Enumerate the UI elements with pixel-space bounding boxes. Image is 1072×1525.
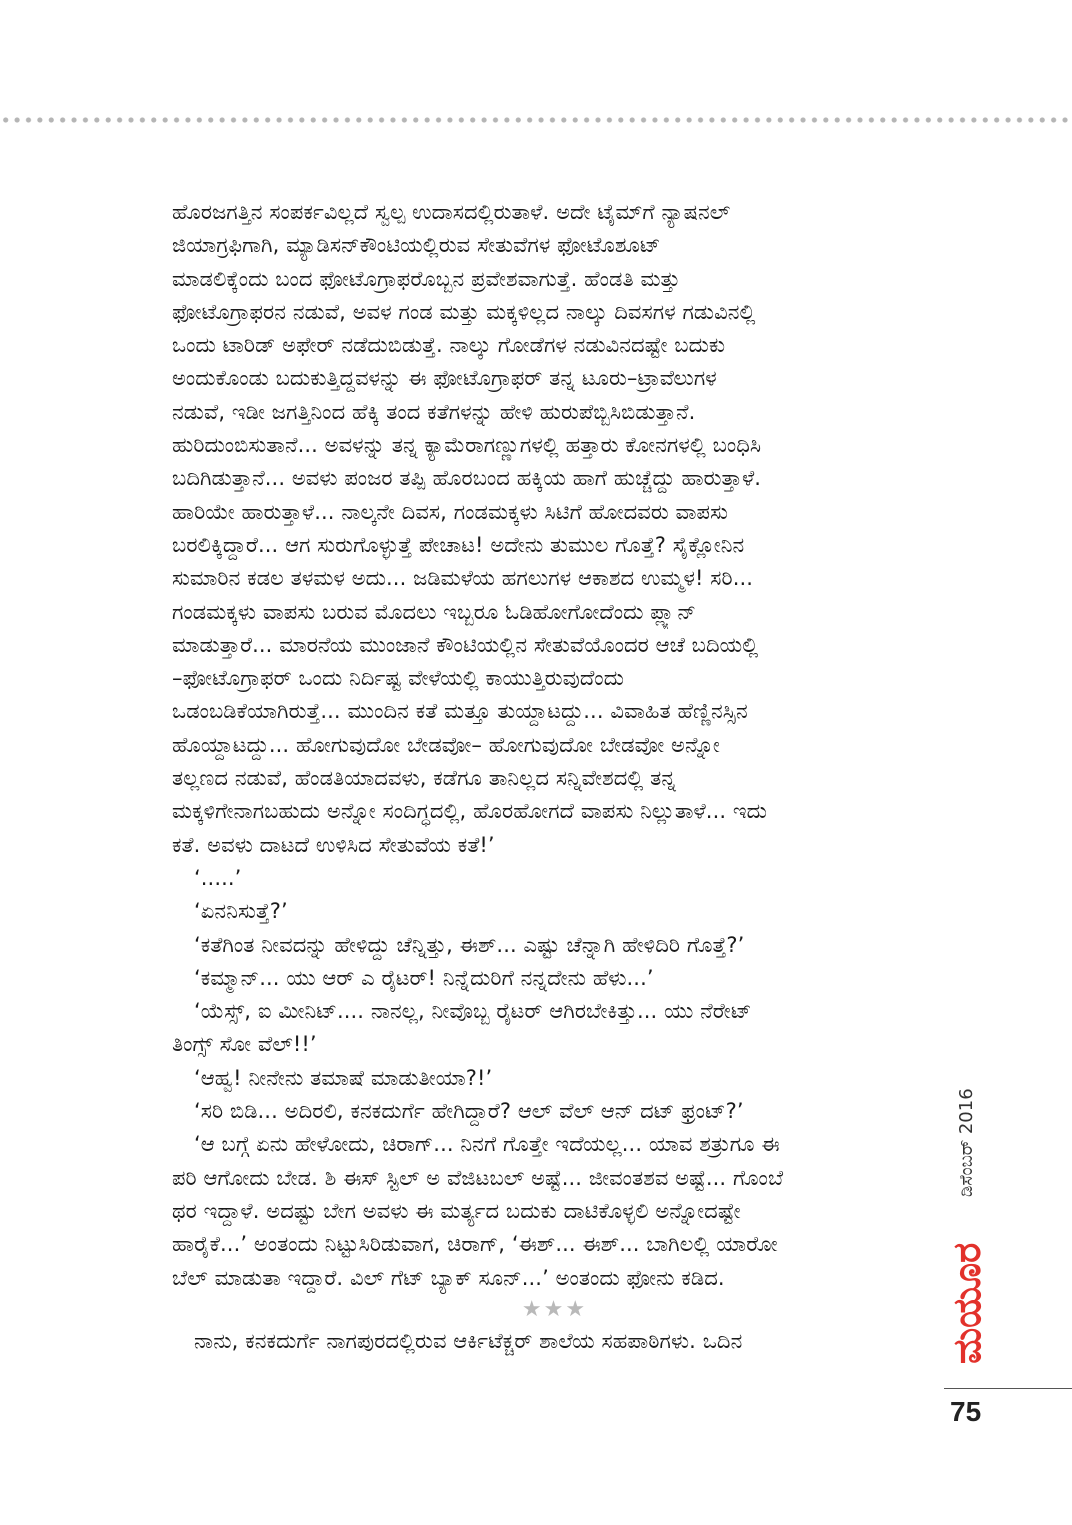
dialogue-line: ‘ಕತೆಗಿಂತ ನೀವದನ್ನು ಹೇಳಿದ್ದು ಚೆನ್ನಿತ್ತು, ಈಶ್... ಎಷ್ಟು ಚೆನ್ನಾಗಿ ಹೇಳಿದಿರಿ ಗೊತ್ತೆ?’ [194, 932, 745, 957]
text-line: ಗಂಡಮಕ್ಕಳು ವಾಪಸು ಬರುವ ಮೊದಲು ಇಬ್ಬರೂ ಓಡಿಹೋಗೋದೆಂದು ಪ್ಲ್ಯಾನ್ [172, 599, 697, 624]
text-line: ಬರಲಿಕ್ಕಿದ್ದಾರೆ... ಆಗ ಸುರುಗೊಳ್ಳುತ್ತೆ ಪೇಚಾಟ! ಅದೇನು ತುಮುಲ ಗೊತ್ತೆ? ಸೈಕ್ಲೋನಿನ [172, 532, 745, 557]
text-line: ನಡುವೆ, ಇಡೀ ಜಗತ್ತಿನಿಂದ ಹೆಕ್ಕಿ ತಂದ ಕತೆಗಳನ್ನು ಹೇಳಿ ಹುರುಪೆಬ್ಬಿಸಿಬಿಡುತ್ತಾನೆ. [172, 399, 696, 424]
dialogue-line: ‘ಸರಿ ಬಿಡಿ... ಅದಿರಲಿ, ಕನಕದುರ್ಗೆ ಹೇಗಿದ್ದಾರೆ? ಆಲ್ ವೆಲ್ ಆನ್ ದಟ್ ಫ್ರಂಟ್?’ [194, 1099, 744, 1124]
text-line: ಕತೆ. ಅವಳು ದಾಟದೆ ಉಳಿಸಿದ ಸೇತುವೆಯ ಕತೆ!’ [172, 832, 495, 857]
text-line: ಒಡಂಬಡಿಕೆಯಾಗಿರುತ್ತೆ... ಮುಂದಿನ ಕತೆ ಮತ್ತೂ ತುಯ್ದಾಟದ್ದು... ವಿವಾಹಿತ ಹೆಣ್ಣಿನಸ್ಸಿನ [172, 699, 748, 724]
text-line: ಮಕ್ಕಳಿಗೇನಾಗಬಹುದು ಅನ್ನೋ ಸಂದಿಗ್ಧದಲ್ಲಿ, ಹೊರಹೋಗದೆ ವಾಪಸು ನಿಲ್ಲುತಾಳೆ... ಇದು [172, 799, 767, 824]
dotted-header-rule [0, 116, 1072, 124]
text-line: ಸುಮಾರಿನ ಕಡಲ ತಳಮಳ ಅದು... ಜಡಿಮಳೆಯ ಹಗಲುಗಳ ಆಕಾಶದ ಉಮ್ಮಳ! ಸರಿ... [172, 566, 754, 591]
dialogue-continuation-line: ತಿಂಗ್ಸ್ ಸೋ ವೆಲ್!!’ [172, 1032, 317, 1057]
text-line: ಒಂದು ಟಾರಿಡ್ ಅಫೇರ್ ನಡೆದುಬಿಡುತ್ತೆ. ನಾಲ್ಕು ಗೋಡೆಗಳ ನಡುವಿನದಷ್ಟೇ ಬದುಕು [172, 333, 726, 358]
text-line: ಅಂದುಕೊಂಡು ಬದುಕುತ್ತಿದ್ದವಳನ್ನು ಈ ಫೋಟೊಗ್ರಾಫರ್ ತನ್ನ ಟೂರು–ಟ್ರಾವೆಲುಗಳ [172, 366, 717, 391]
text-line: ಫೋಟೊಗ್ರಾಫರನ ನಡುವೆ, ಅವಳ ಗಂಡ ಮತ್ತು ಮಕ್ಕಳಿಲ್ಲದ ನಾಲ್ಕು ದಿವಸಗಳ ಗಡುವಿನಲ್ಲಿ [172, 299, 756, 324]
text-line: ಹುರಿದುಂಬಿಸುತಾನೆ... ಅವಳನ್ನು ತನ್ನ ಕ್ಯಾಮೆರಾಗಣ್ಣುಗಳಲ್ಲಿ ಹತ್ತಾರು ಕೋನಗಳಲ್ಲಿ ಬಂಧಿಸಿ [172, 433, 762, 458]
text-line: ಬದಿಗಿಡುತ್ತಾನೆ... ಅವಳು ಪಂಜರ ತಪ್ಪಿ ಹೊರಬಂದ ಹಕ್ಕಿಯ ಹಾಗೆ ಹುಚ್ಚೆದ್ದು ಹಾರುತ್ತಾಳೆ. [172, 466, 762, 491]
issue-date: ಡಿಸೆಂಬರ್ 2016 [956, 1088, 977, 1197]
dialogue-line: ‘ಕಮ್ಮಾನ್... ಯು ಆರ್ ಎ ರೈಟರ್! ನಿನ್ನೆದುರಿಗೆ ನನ್ನದೇನು ಹೆಳು...’ [194, 965, 654, 990]
page-number-rule [944, 1388, 1072, 1389]
dialogue-block [172, 862, 917, 1295]
text-line: ಹಾರಿಯೇ ಹಾರುತ್ತಾಳೆ... ನಾಲ್ಕನೇ ದಿವಸ, ಗಂಡಮಕ್ಕಳು ಸಿಟಿಗೆ ಹೋದವರು ವಾಪಸು [172, 499, 728, 524]
text-line: ಹಾರೈಕೆ...’ ಅಂತಂದು ನಿಟ್ಟುಸಿರಿಡುವಾಗ, ಚಿರಾಗ್, ‘ಈಶ್... ಈಶ್... ಬಾಗಿಲಲ್ಲಿ ಯಾರೋ [172, 1232, 778, 1257]
text-line: ಮಾಡಲಿಕ್ಕೆಂದು ಬಂದ ಫೋಟೊಗ್ರಾಫರೊಬ್ಬನ ಪ್ರವೇಶವಾಗುತ್ತೆ. ಹೆಂಡತಿ ಮತ್ತು [172, 266, 681, 291]
section-break-stars: ★★★ [521, 1296, 588, 1322]
page-side-info [944, 1088, 990, 1388]
text-line: ಮಾಡುತ್ತಾರೆ... ಮಾರನೆಯ ಮುಂಜಾನೆ ಕೌಂಟಿಯಲ್ಲಿನ ಸೇತುವೆಯೊಂದರ ಆಚೆ ಬದಿಯಲ್ಲಿ [172, 632, 759, 657]
dialogue-line: ‘.....’ [194, 865, 242, 890]
text-line: ಬೆಲ್ ಮಾಡುತಾ ಇದ್ದಾರೆ. ವಿಲ್ ಗೆಟ್ ಬ್ಯಾಕ್ ಸೂನ್...’ ಅಂತಂದು ಫೋನು ಕಡಿದ. [172, 1265, 725, 1290]
magazine-logo: ಮಯೂರ [945, 1242, 989, 1364]
dialogue-line: ‘ಆಹ್ವ! ನೀನೇನು ತಮಾಷೆ ಮಾಡುತೀಯಾ?!’ [194, 1065, 493, 1090]
text-line: ಪರಿ ಆಗೋದು ಬೇಡ. ಶಿ ಈಸ್ ಸ್ಟಿಲ್ ಅ ವೆಜಿಟಬಲ್ ಅಷ್ಟೆ... ಜೀವಂತಶವ ಅಷ್ಟೆ... ಗೊಂಬೆ [172, 1165, 784, 1190]
text-line: ಹೊಯ್ದಾಟದ್ದು... ಹೋಗುವುದೋ ಬೇಡವೋ– ಹೋಗುವುದೋ ಬೇಡವೋ ಅನ್ನೋ [172, 732, 720, 757]
text-line: –ಫೋಟೊಗ್ರಾಫರ್ ಒಂದು ನಿರ್ದಿಷ್ಟ ವೇಳೆಯಲ್ಲಿ ಕಾಯುತ್ತಿರುವುದೆಂದು [172, 666, 625, 691]
story-paragraph [172, 196, 917, 862]
article-body [172, 196, 917, 1358]
dialogue-line: ‘ಯೆಸ್ಸ್, ಐ ಮೀನಿಟ್.... ನಾನಲ್ಲ, ನೀವೊಬ್ಬ ರೈಟರ್ ಆಗಿರಬೇಕಿತ್ತು... ಯು ನೆರೇಟ್ [194, 999, 752, 1024]
text-line: ಜಿಯಾಗ್ರಫಿಗಾಗಿ, ಮ್ಯಾಡಿಸನ್‌ಕೌಂಟಿಯಲ್ಲಿರುವ ಸೇತುವೆಗಳ ಫೋಟೊಶೂಟ್ [172, 233, 661, 258]
page-number: 75 [950, 1396, 982, 1427]
text-line: ತಲ್ಲಣದ ನಡುವೆ, ಹೆಂಡತಿಯಾದವಳು, ಕಡೆಗೂ ತಾನಿಲ್ಲದ ಸನ್ನಿವೇಶದಲ್ಲಿ ತನ್ನ [172, 766, 677, 791]
dialogue-line: ‘ಆ ಬಗ್ಗೆ ಏನು ಹೇಳೋದು, ಚಿರಾಗ್... ನಿನಗೆ ಗೊತ್ತೇ ಇದೆಯಲ್ಲ... ಯಾವ ಶತ್ರುಗೂ ಈ [194, 1132, 780, 1157]
dialogue-line: ‘ಏನನಿಸುತ್ತೆ?’ [194, 899, 288, 924]
text-line: ಥರ ಇದ್ದಾಳೆ. ಅದಷ್ಟು ಬೇಗ ಅವಳು ಈ ಮರ್ತ್ಯದ ಬದುಕು ದಾಟಿಕೊಳ್ಳಲಿ ಅನ್ನೋದಷ್ಟೇ [172, 1198, 741, 1223]
next-section-first-line: ನಾನು, ಕನಕದುರ್ಗೆ ನಾಗಪುರದಲ್ಲಿರುವ ಆರ್ಕಿಟೆಕ್ಚರ್ ಶಾಲೆಯ ಸಹಪಾಠಿಗಳು. ಒದಿನ [194, 1328, 743, 1353]
text-line: ಹೊರಜಗತ್ತಿನ ಸಂಪರ್ಕವಿಲ್ಲದೆ ಸ್ವಲ್ಪ ಉದಾಸದಲ್ಲಿರುತಾಳೆ. ಅದೇ ಟೈಮ್‌ಗೆ ನ್ಯಾಷನಲ್ [172, 200, 731, 224]
